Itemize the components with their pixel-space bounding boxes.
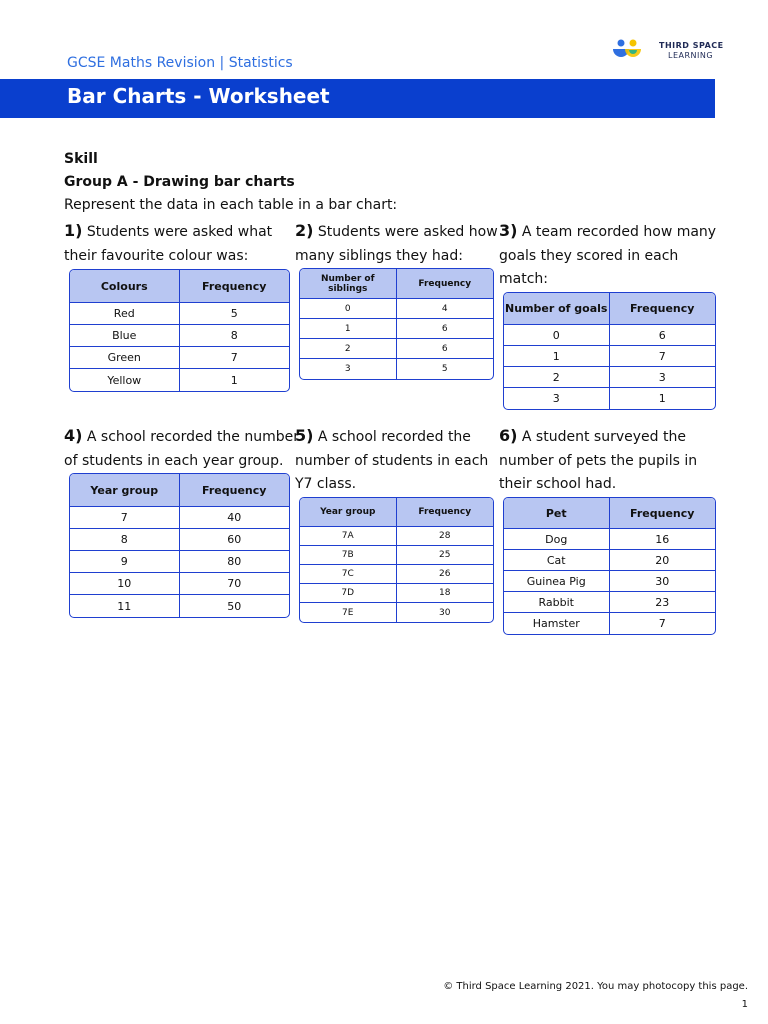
table-cell: 6	[397, 339, 494, 359]
table-q3	[503, 292, 716, 410]
table-cell: 10	[70, 573, 180, 595]
page-number: 1	[741, 999, 748, 1010]
table-cell: Rabbit	[504, 592, 610, 613]
table-cell: 9	[70, 551, 180, 573]
table-cell: 3	[300, 359, 397, 379]
table-cell: Red	[70, 303, 180, 325]
column-header: Number of siblings	[300, 269, 397, 299]
logo-text-line1: THIRD SPACE	[659, 41, 724, 50]
table-cell: 18	[397, 584, 494, 603]
question-2	[295, 219, 505, 268]
table-cell: 7	[610, 346, 716, 367]
table-cell: 30	[610, 571, 716, 592]
table-q2	[299, 268, 494, 380]
logo-text-line2: LEARNING	[668, 51, 714, 60]
question-text-line: goals they scored in each	[499, 247, 679, 264]
page-subtitle: GCSE Maths Revision | Statistics	[67, 55, 293, 71]
table-cell: Guinea Pig	[504, 571, 610, 592]
table-cell: 23	[610, 592, 716, 613]
question-number: 1)	[64, 221, 83, 240]
skill-heading: Skill	[64, 151, 98, 167]
question-text-line: number of students in each	[295, 452, 489, 469]
question-number: 2)	[295, 221, 314, 240]
question-number: 6)	[499, 426, 518, 445]
table-cell: 11	[70, 595, 180, 617]
third-space-learning-logo	[611, 37, 731, 65]
question-6	[499, 424, 724, 497]
table-cell: 2	[300, 339, 397, 359]
question-number: 5)	[295, 426, 314, 445]
table-cell: 80	[180, 551, 290, 573]
table-cell: 16	[610, 529, 716, 550]
table-cell: 7E	[300, 603, 397, 622]
table-cell: 7	[658, 617, 666, 630]
table-cell: 7D	[300, 584, 397, 603]
table-cell: 2	[504, 367, 610, 388]
column-header: Frequency	[610, 293, 716, 325]
table-cell: 3	[504, 388, 610, 409]
question-text-line: A student surveyed the	[521, 429, 686, 445]
table-cell: 25	[397, 546, 494, 565]
column-header: Frequency	[610, 498, 716, 529]
table-cell: Blue	[70, 325, 180, 347]
table-cell: 7	[70, 507, 180, 529]
table-cell: 40	[180, 507, 290, 529]
table-cell: 1	[230, 373, 238, 387]
table-cell: 50	[227, 599, 242, 613]
column-header: Frequency	[397, 498, 494, 527]
table-cell: Green	[70, 347, 180, 369]
table-cell: 3	[610, 367, 716, 388]
table-cell: 70	[180, 573, 290, 595]
group-heading: Group A - Drawing bar charts	[64, 174, 295, 190]
table-cell: 5	[180, 303, 290, 325]
table-cell: 26	[397, 565, 494, 584]
table-cell: 1	[300, 319, 397, 339]
question-number: 4)	[64, 426, 83, 445]
column-header: Colours	[70, 270, 180, 303]
table-cell: 8	[70, 529, 180, 551]
table-cell: 20	[610, 550, 716, 571]
column-header: Year group	[300, 498, 397, 527]
table-cell: 6	[610, 325, 716, 346]
table-cell: Dog	[504, 529, 610, 550]
question-3	[499, 219, 724, 292]
question-text-line: Students were asked how	[317, 224, 498, 240]
table-cell: 0	[504, 325, 610, 346]
question-4	[64, 424, 299, 473]
table-cell: 1	[504, 346, 610, 367]
question-text-line: A school recorded the number	[86, 429, 300, 445]
table-q5	[299, 497, 494, 623]
page-title: Bar Charts - Worksheet	[67, 84, 330, 108]
column-header: Frequency	[180, 474, 290, 507]
table-q4	[69, 473, 290, 618]
question-text-line: Students were asked what	[86, 224, 273, 240]
question-1	[64, 219, 299, 268]
table-cell: 7A	[300, 527, 397, 546]
table-q6	[503, 497, 716, 635]
table-cell: 1	[658, 392, 666, 405]
column-header: Year group	[70, 474, 180, 507]
question-text-line: many siblings they had:	[295, 247, 463, 264]
table-cell: 5	[441, 364, 448, 374]
question-text-line: their favourite colour was:	[64, 247, 249, 264]
table-cell: 4	[397, 299, 494, 319]
table-cell: Cat	[504, 550, 610, 571]
table-cell: 60	[180, 529, 290, 551]
copyright-footer: © Third Space Learning 2021. You may photocopy this page.	[443, 981, 748, 992]
question-text-line: number of pets the pupils in	[499, 452, 698, 469]
question-text-line: match:	[499, 271, 548, 287]
table-cell: 7C	[300, 565, 397, 584]
instruction-text: Represent the data in each table in a bar chart:	[64, 197, 398, 213]
question-text-line: A team recorded how many	[521, 224, 717, 240]
column-header: Frequency	[397, 269, 494, 299]
table-cell: 8	[180, 325, 290, 347]
column-header: Number of goals	[504, 293, 610, 325]
logo-mark-icon	[611, 37, 655, 65]
question-text-line: Y7 class.	[295, 476, 357, 492]
column-header: Frequency	[180, 270, 290, 303]
question-number: 3)	[499, 221, 518, 240]
table-cell: 7B	[300, 546, 397, 565]
table-cell: 6	[397, 319, 494, 339]
table-cell: 28	[397, 527, 494, 546]
table-cell: 7	[180, 347, 290, 369]
column-header: Pet	[504, 498, 610, 529]
question-text-line: their school had.	[499, 476, 617, 492]
table-cell: 30	[439, 607, 451, 618]
question-text-line: A school recorded the	[317, 429, 471, 445]
question-text-line: of students in each year group.	[64, 452, 284, 469]
question-5	[295, 424, 505, 497]
table-q1	[69, 269, 290, 392]
table-cell: Yellow	[70, 369, 180, 391]
table-cell: 0	[300, 299, 397, 319]
table-cell: Hamster	[504, 613, 610, 634]
